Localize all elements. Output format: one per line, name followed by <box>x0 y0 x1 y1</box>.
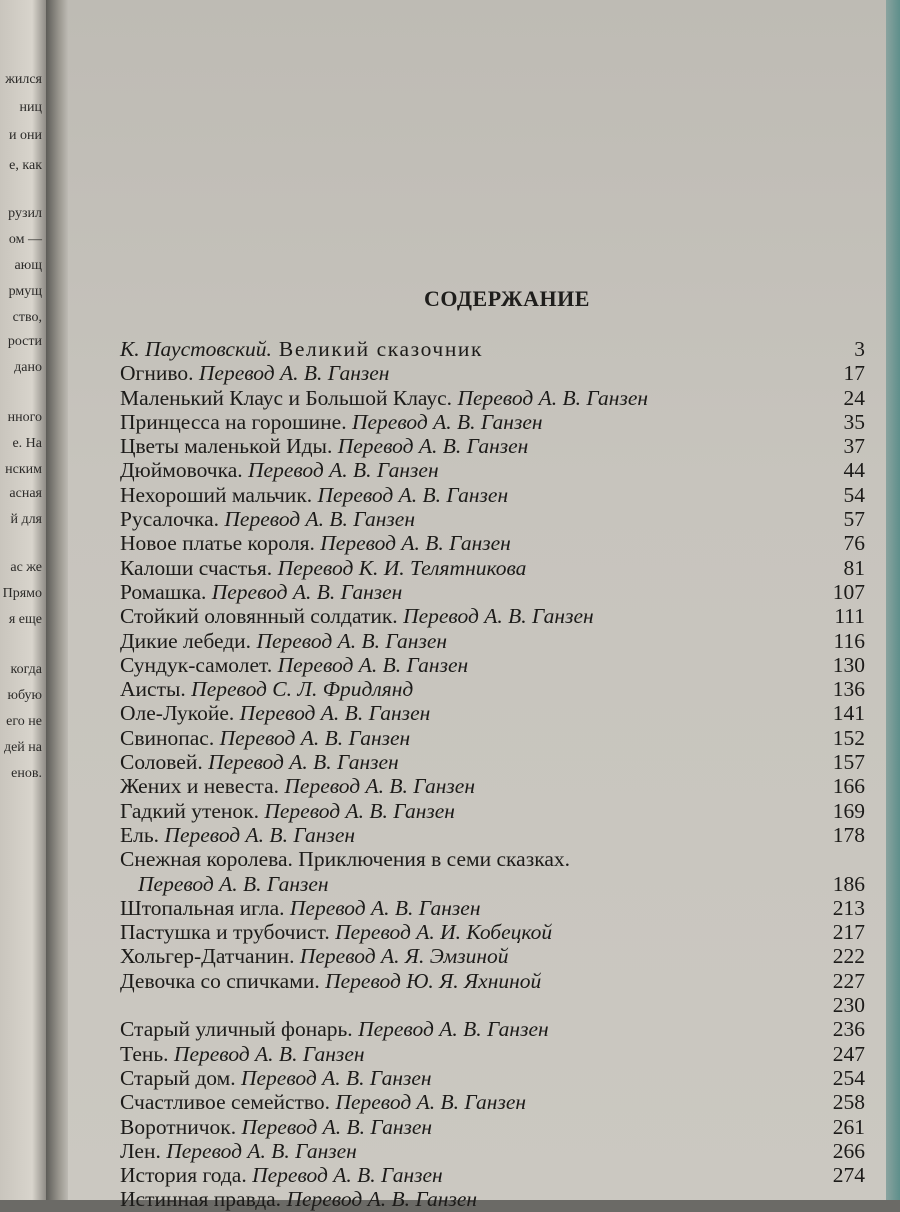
left-page-fragment: я еще <box>8 612 42 627</box>
toc-entry <box>120 629 865 653</box>
toc-translator: Перевод А. В. Ганзен <box>335 1090 527 1115</box>
toc-entry <box>120 337 865 361</box>
toc-title: Тень. <box>120 1041 174 1066</box>
toc-entry <box>120 531 865 555</box>
toc-page-number: 178 <box>832 822 865 847</box>
toc-page-number: 37 <box>843 434 865 459</box>
toc-title: Дикие лебеди. <box>120 628 257 653</box>
table-of-contents <box>120 337 865 1212</box>
toc-title: Старый дом. <box>120 1065 241 1090</box>
toc-entry <box>120 750 865 774</box>
toc-entry <box>120 556 865 580</box>
toc-page-number: 258 <box>832 1090 865 1115</box>
toc-page-number: 107 <box>832 579 865 604</box>
toc-entry <box>120 1042 865 1066</box>
toc-entry <box>120 483 865 507</box>
toc-entry <box>120 1139 865 1163</box>
toc-title: Девочка со спичками. <box>120 968 326 993</box>
toc-entry <box>120 774 865 798</box>
toc-translator: Перевод А. В. Ганзен <box>457 385 649 410</box>
toc-entry <box>120 726 865 750</box>
toc-translator: Перевод А. В. Ганзен <box>198 361 390 386</box>
page-title: СОДЕРЖАНИЕ <box>424 286 590 311</box>
book-page <box>68 0 900 1212</box>
toc-page-number: 141 <box>832 701 865 726</box>
toc-translator: Перевод А. В. Ганзен <box>164 822 356 847</box>
left-page-fragment: ающ <box>14 258 42 273</box>
left-page-fragment: дано <box>14 360 42 375</box>
left-page-fragment: асная <box>9 486 42 501</box>
toc-translator: Перевод А. В. Ганзен <box>219 725 411 750</box>
toc-page-number: 3 <box>854 337 865 361</box>
left-page-fragment: й для <box>10 512 42 527</box>
toc-entry <box>120 872 865 896</box>
toc-translator: Перевод А. В. Ганзен <box>289 895 481 920</box>
toc-title: Жених и невеста. <box>120 774 285 799</box>
toc-translator: Перевод А. В. Ганзен <box>284 774 475 799</box>
toc-translator: Перевод А. И. Кобецкой <box>335 920 553 945</box>
toc-title: Истинная правда. <box>120 1187 287 1212</box>
toc-translator: Перевод А. В. Ганзен <box>264 798 455 823</box>
left-page-fragment: его не <box>6 714 42 729</box>
toc-entry <box>120 944 865 968</box>
toc-entry <box>120 1017 865 1041</box>
toc-page-number: 57 <box>843 507 865 532</box>
cover-edge <box>886 0 900 1200</box>
toc-entry <box>120 1115 865 1139</box>
toc-page-number: 111 <box>834 604 865 629</box>
left-facing-page <box>0 0 46 1200</box>
toc-page-number: 17 <box>843 361 865 386</box>
toc-page-number: 44 <box>843 458 865 483</box>
toc-entry <box>120 677 865 701</box>
toc-title: Аисты. <box>120 677 192 702</box>
toc-title: Снежная королева. Приключения в семи сказках. <box>120 847 570 872</box>
toc-page-number: 24 <box>843 385 865 410</box>
left-page-fragment: рузил <box>8 206 42 221</box>
toc-page-number: 254 <box>832 1065 865 1090</box>
toc-title: Оле-Лукойе. <box>120 701 240 726</box>
toc-title: Старый уличный фонарь. <box>120 1017 359 1042</box>
toc-page-number: 186 <box>832 871 865 896</box>
toc-title: Нехороший мальчик. <box>120 482 318 507</box>
toc-translator: Перевод А. В. Ганзен <box>317 482 509 507</box>
toc-title: Маленький Клаус и Большой Клаус. <box>120 385 458 410</box>
toc-author: К. Паустовский. <box>120 337 272 361</box>
toc-title: Свинопас. <box>120 725 220 750</box>
toc-title: Соловей. <box>120 750 209 775</box>
toc-entry <box>120 920 865 944</box>
toc-page-number: 157 <box>832 750 865 775</box>
left-page-fragment: Прямо <box>2 586 42 601</box>
left-page-fragment: ас же <box>10 560 42 575</box>
toc-title: Калоши счастья. <box>120 555 278 580</box>
toc-page-number: 261 <box>832 1114 865 1139</box>
left-page-fragment: юбую <box>7 688 42 703</box>
toc-page-number: 227 <box>832 968 865 993</box>
left-page-fragment: нного <box>7 410 42 425</box>
left-page-fragment: ство, <box>12 310 42 325</box>
toc-title: Ель. <box>120 822 165 847</box>
toc-translator: Перевод А. В. Ганзен <box>240 1065 432 1090</box>
toc-page-number: 166 <box>832 774 865 799</box>
toc-translator: Перевод А. В. Ганзен <box>286 1187 478 1212</box>
toc-title: Пастушка и трубочист. <box>120 920 336 945</box>
left-page-fragment: е, как <box>9 158 42 173</box>
toc-translator: Перевод А. В. Ганзен <box>239 701 431 726</box>
toc-translator: Перевод А. В. Ганзен <box>241 1114 433 1139</box>
toc-translator: Перевод А. В. Ганзен <box>166 1138 357 1163</box>
toc-translator: Перевод А. В. Ганзен <box>138 871 329 896</box>
toc-title: Сундук-самолет. <box>120 652 278 677</box>
toc-title: Ромашка. <box>120 579 212 604</box>
toc-translator: Перевод А. В. Ганзен <box>256 628 448 653</box>
toc-page-number: 274 <box>832 1163 865 1188</box>
toc-page-number: 213 <box>832 895 865 920</box>
toc-page-number: 116 <box>833 628 865 653</box>
toc-page-number: 54 <box>843 482 865 507</box>
toc-page-number: 35 <box>843 409 865 434</box>
left-page-fragment: нским <box>5 462 42 477</box>
toc-entry <box>120 1066 865 1090</box>
toc-translator: Перевод А. В. Ганзен <box>252 1163 443 1188</box>
toc-translator: Перевод А. В. Ганзен <box>208 750 399 775</box>
toc-translator: Перевод А. В. Ганзен <box>211 579 403 604</box>
toc-page-number: 217 <box>832 920 865 945</box>
left-page-fragment: и они <box>9 128 42 143</box>
toc-page-number: 230 <box>832 993 865 1018</box>
toc-title: Дюймовочка. <box>120 458 249 483</box>
toc-entry <box>120 386 865 410</box>
toc-title: Русалочка. <box>120 507 225 532</box>
toc-page-number: 152 <box>832 725 865 750</box>
toc-entry <box>120 458 865 482</box>
left-page-fragment: дей на <box>3 740 42 755</box>
toc-entry <box>120 1163 865 1187</box>
toc-title: Хольгер-Датчанин. <box>120 944 300 969</box>
toc-page-number: 236 <box>832 1017 865 1042</box>
toc-translator: Перевод А. В. Ганзен <box>320 531 511 556</box>
toc-page-number: 81 <box>843 555 865 580</box>
toc-entry <box>120 507 865 531</box>
left-page-fragment: рмущ <box>8 284 42 299</box>
toc-entry <box>120 969 865 993</box>
toc-title: Лен. <box>120 1138 167 1163</box>
toc-translator: Перевод А. В. Ганзен <box>277 652 469 677</box>
left-page-fragment: енов. <box>11 766 42 781</box>
left-page-fragment: когда <box>10 662 42 677</box>
toc-translator: Перевод А. В. Ганзен <box>351 409 543 434</box>
toc-page-number: 130 <box>832 652 865 677</box>
toc-title: Стойкий оловянный солдатик. <box>120 604 404 629</box>
left-page-fragment: е. На <box>12 436 42 451</box>
toc-translator: Перевод А. В. Ганзен <box>403 604 594 629</box>
toc-translator: Перевод А. В. Ганзен <box>173 1041 365 1066</box>
left-page-fragment: жился <box>5 72 42 87</box>
toc-entry <box>120 896 865 920</box>
toc-entry <box>120 993 865 1017</box>
toc-entry <box>120 434 865 458</box>
toc-entry <box>120 653 865 677</box>
toc-translator: Перевод А. В. Ганзен <box>337 434 529 459</box>
toc-title: Великий сказочник <box>271 337 484 361</box>
toc-page-number: 169 <box>832 798 865 823</box>
toc-page-number: 247 <box>832 1041 865 1066</box>
toc-translator: Перевод С. Л. Фридлянд <box>191 677 414 702</box>
left-page-fragment: ниц <box>19 100 42 115</box>
book-gutter <box>46 0 68 1200</box>
toc-title: История года. <box>120 1163 253 1188</box>
toc-entry <box>120 1090 865 1114</box>
toc-title: Огниво. <box>120 361 199 386</box>
toc-translator: Перевод Ю. Я. Яхниной <box>325 968 542 993</box>
toc-title: Новое платье короля. <box>120 531 321 556</box>
toc-title: Счастливое семейство. <box>120 1090 336 1115</box>
left-page-fragment: ом — <box>8 232 42 247</box>
toc-translator: Перевод К. И. Телятникова <box>277 555 527 580</box>
toc-title: Гадкий утенок. <box>120 798 265 823</box>
toc-entry <box>120 604 865 628</box>
toc-entry <box>120 823 865 847</box>
toc-entry <box>120 410 865 434</box>
toc-entry <box>120 847 865 871</box>
toc-translator: Перевод А. Я. Эмзиной <box>299 944 509 969</box>
toc-translator: Перевод А. В. Ганзен <box>358 1017 549 1042</box>
toc-translator: Перевод А. В. Ганзен <box>224 507 416 532</box>
toc-title: Цветы маленькой Иды. <box>120 434 338 459</box>
toc-entry <box>120 701 865 725</box>
toc-title: Воротничок. <box>120 1114 242 1139</box>
toc-page-number: 266 <box>832 1138 865 1163</box>
toc-entry <box>120 580 865 604</box>
toc-page-number: 76 <box>843 531 865 556</box>
left-page-fragment: рости <box>7 334 42 349</box>
toc-entry <box>120 361 865 385</box>
toc-page-number: 222 <box>832 944 865 969</box>
toc-entry <box>120 799 865 823</box>
toc-translator: Перевод А. В. Ганзен <box>248 458 439 483</box>
toc-title: Штопальная игла. <box>120 895 290 920</box>
toc-page-number: 136 <box>832 677 865 702</box>
toc-title: Принцесса на горошине. <box>120 409 352 434</box>
